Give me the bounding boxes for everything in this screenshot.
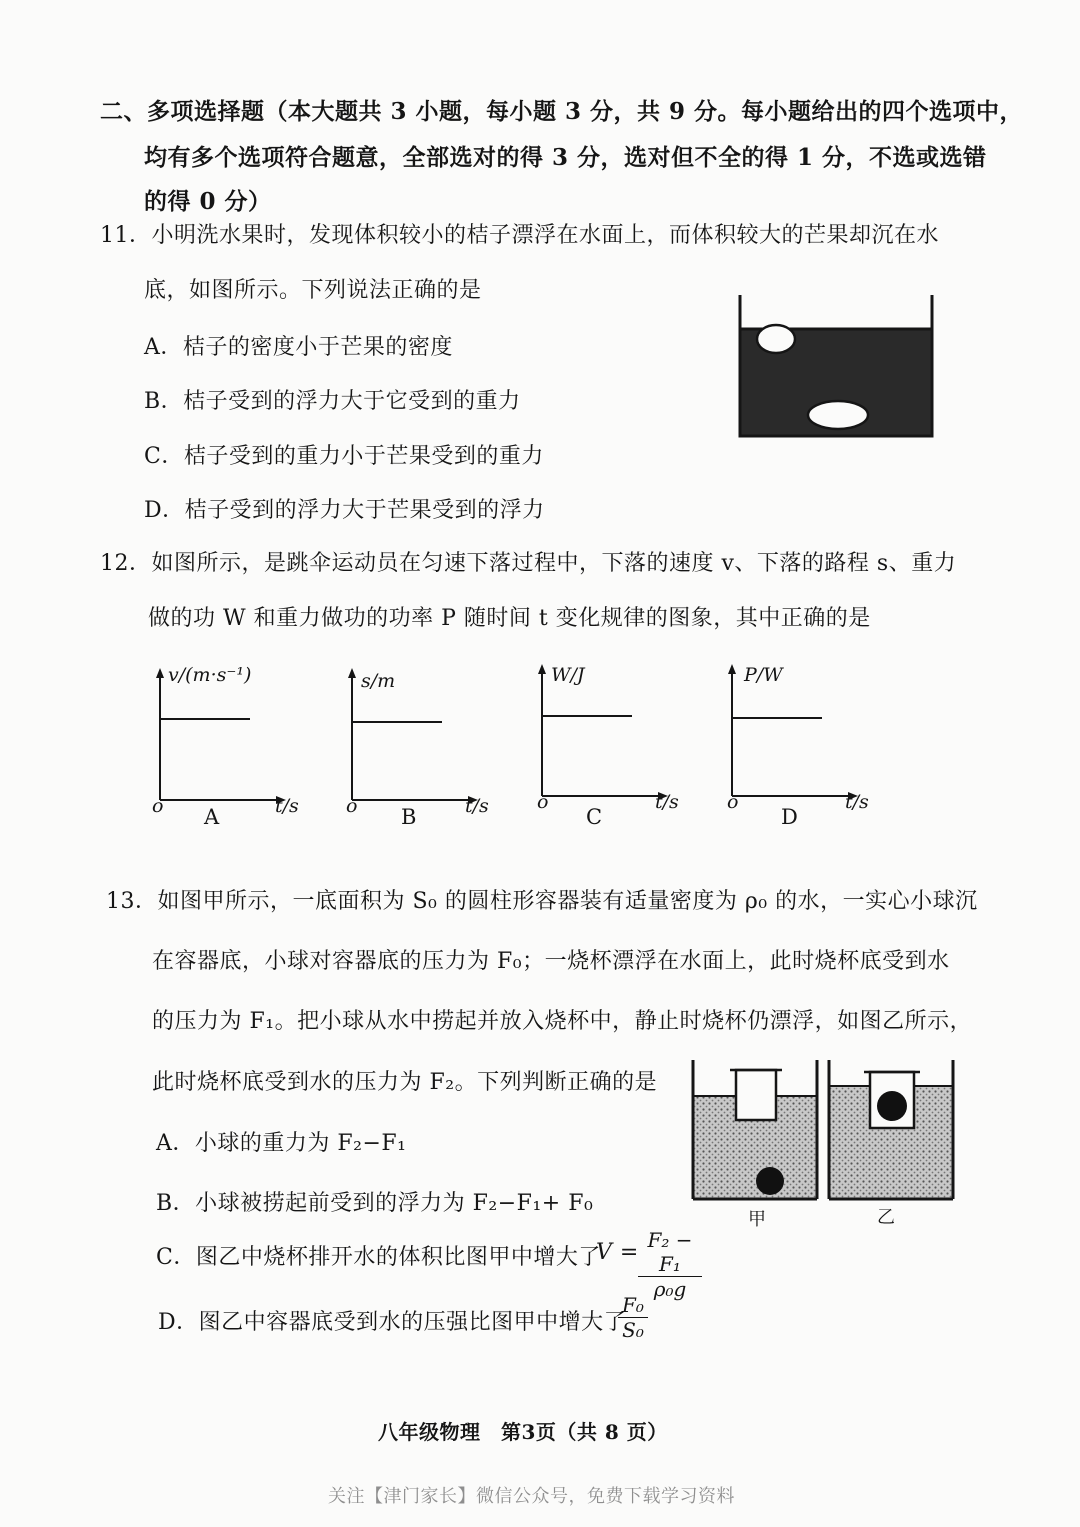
graph-a-origin: o [152, 795, 164, 817]
graph-d-caption: D [781, 805, 799, 829]
graph-d-axes [722, 664, 862, 799]
ball-shape [877, 1091, 907, 1121]
q13-option-c-var: V = [596, 1240, 639, 1265]
q11-option-a: A．桔子的密度小于芒果的密度 [144, 335, 453, 360]
graph-a-xlabel: t/s [275, 795, 299, 817]
graph-b-origin: o [346, 795, 358, 817]
section-heading-line1: 二、多项选择题（本大题共 3 小题，每小题 3 分，共 9 分。每小题给出的四个选项中， [100, 98, 1024, 125]
page-footer: 八年级物理 第3页（共 8 页） [378, 1420, 668, 1444]
q12-stem-line2: 做的功 W 和重力做功的功率 P 随时间 t 变化规律的图象，其中正确的是 [148, 606, 871, 631]
q13-option-d-denominator: S₀ [622, 1318, 644, 1342]
q11-option-c: C．桔子受到的重力小于芒果受到的重力 [144, 444, 544, 469]
beaker-shape [736, 1070, 776, 1120]
q13-option-c-numerator: F₂ − F₁ [638, 1228, 702, 1277]
q13-option-b: B．小球被捞起前受到的浮力为 F₂−F₁+ F₀ [156, 1191, 594, 1216]
q11-tank-figure [736, 295, 936, 440]
graph-b-caption: B [401, 805, 417, 829]
q13-option-d-fraction [618, 1293, 648, 1342]
q13-option-c: C．图乙中烧杯排开水的体积比图甲中增大了 [156, 1245, 601, 1270]
q11-stem-line2: 底，如图所示。下列说法正确的是 [144, 278, 482, 303]
q13-option-c-fraction [638, 1228, 702, 1301]
graph-c-ylabel: W/J [551, 664, 585, 686]
q11-option-d: D．桔子受到的浮力大于芒果受到的浮力 [144, 498, 545, 523]
q13-stem-line4: 此时烧杯底受到水的压力为 F₂。下列判断正确的是 [152, 1070, 658, 1095]
q13-option-d: D．图乙中容器底受到水的压强比图甲中增大了 [158, 1310, 627, 1335]
graph-a-ylabel: v/(m·s⁻¹) [168, 664, 252, 686]
q12-stem-line1: 12．如图所示，是跳伞运动员在匀速下落过程中，下落的速度 v、下落的路程 s、重力 [100, 551, 957, 576]
q11-stem-line1: 11．小明洗水果时，发现体积较小的桔子漂浮在水面上，而体积较大的芒果却沉在水 [100, 223, 939, 248]
watermark-text: 关注【津门家长】微信公众号，免费下载学习资料 [328, 1486, 735, 1507]
q13-stem-line1: 13．如图甲所示，一底面积为 S₀ 的圆柱形容器装有适量密度为 ρ₀ 的水，一实心小球沉 [106, 889, 978, 914]
graph-a-axes [150, 668, 290, 803]
graph-d-ylabel: P/W [744, 664, 783, 686]
graph-c-caption: C [586, 805, 603, 829]
graph-d-xlabel: t/s [845, 791, 869, 813]
q13-option-c-denominator: ρ₀g [653, 1277, 687, 1301]
fig-jia-caption: 甲 [748, 1209, 767, 1230]
mango-shape [808, 401, 868, 429]
q13-figure-yi [826, 1060, 956, 1202]
q11-option-b: B．桔子受到的浮力大于它受到的重力 [144, 389, 521, 414]
graph-b-ylabel: s/m [361, 670, 396, 692]
graph-d-origin: o [727, 791, 739, 813]
ball-shape [756, 1167, 784, 1195]
q13-figure-jia [690, 1060, 820, 1202]
q13-stem-line2: 在容器底，小球对容器底的压力为 F₀；一烧杯漂浮在水面上，此时烧杯底受到水 [152, 949, 950, 974]
graph-c-origin: o [537, 791, 549, 813]
q13-stem-line3: 的压力为 F₁。把小球从水中捞起并放入烧杯中，静止时烧杯仍漂浮，如图乙所示， [152, 1009, 973, 1034]
section-heading-line3: 的得 0 分） [144, 188, 272, 215]
graph-c-xlabel: t/s [655, 791, 679, 813]
q13-option-a: A．小球的重力为 F₂−F₁ [156, 1131, 407, 1156]
fig-yi-caption: 乙 [877, 1207, 896, 1228]
section-heading-line2: 均有多个选项符合题意，全部选对的得 3 分，选对但不全的得 1 分，不选或选错 [144, 144, 987, 171]
graph-b-xlabel: t/s [465, 795, 489, 817]
graph-a-caption: A [204, 805, 220, 829]
orange-shape [757, 325, 795, 353]
q13-option-d-numerator: F₀ [618, 1293, 648, 1318]
